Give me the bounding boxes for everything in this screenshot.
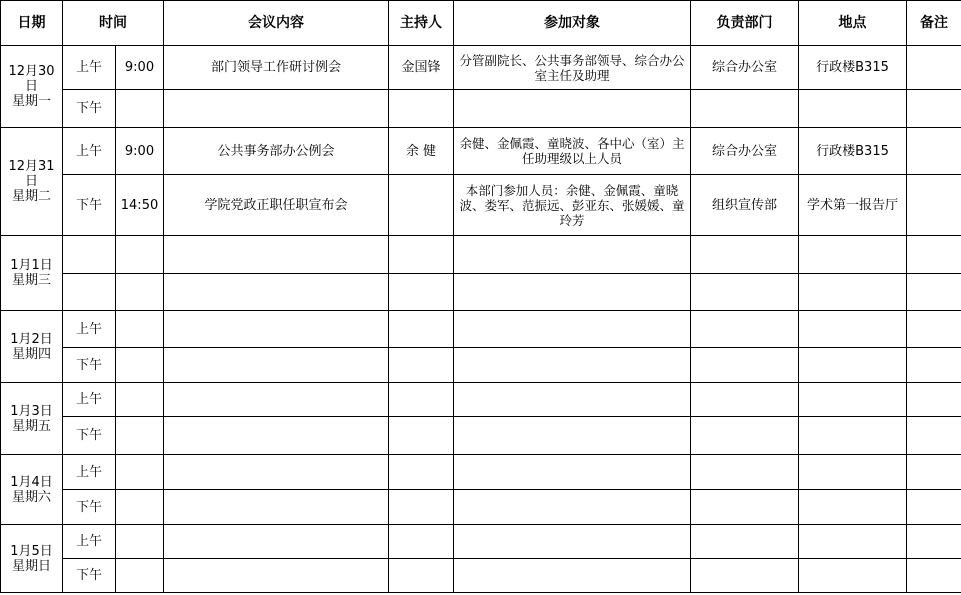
dept-cell	[691, 490, 799, 525]
host-cell	[389, 559, 454, 593]
table-row	[1, 490, 961, 525]
host-cell	[389, 417, 454, 455]
location-cell	[799, 455, 907, 490]
header-time: 时间	[63, 1, 164, 46]
remarks-cell	[907, 90, 961, 128]
time-cell: 9:00	[116, 46, 164, 90]
remarks-cell	[907, 559, 961, 593]
day-date: 1月4日	[10, 474, 53, 490]
day-date: 12月31日	[8, 159, 55, 189]
header-remarks: 备注	[907, 1, 961, 46]
period-cell: 上午	[63, 311, 116, 348]
dept-cell: 综合办公室	[691, 128, 799, 175]
table-row	[1, 559, 961, 593]
time-cell	[116, 383, 164, 417]
location-cell: 行政楼B315	[799, 46, 907, 90]
table-row	[1, 236, 961, 274]
time-cell	[116, 455, 164, 490]
attendees-cell	[454, 348, 691, 383]
time-cell	[116, 490, 164, 525]
header-attendees: 参加对象	[454, 1, 691, 46]
day-date: 1月3日	[10, 403, 53, 419]
period-cell	[63, 274, 116, 311]
remarks-cell	[907, 236, 961, 274]
content-cell: 部门领导工作研讨例会	[164, 46, 389, 90]
day-cell	[1, 128, 63, 236]
dept-cell	[691, 417, 799, 455]
location-cell	[799, 417, 907, 455]
time-cell: 14:50	[116, 175, 164, 236]
dept-cell: 综合办公室	[691, 46, 799, 90]
period-cell: 下午	[63, 175, 116, 236]
day-date: 1月5日	[10, 543, 53, 559]
time-cell	[116, 274, 164, 311]
location-cell	[799, 525, 907, 559]
attendees-cell	[454, 559, 691, 593]
attendees-cell	[454, 490, 691, 525]
attendees-cell	[454, 311, 691, 348]
dept-cell	[691, 383, 799, 417]
host-cell: 余 健	[389, 128, 454, 175]
time-cell	[116, 559, 164, 593]
attendees-cell	[454, 417, 691, 455]
remarks-cell	[907, 175, 961, 236]
location-cell	[799, 348, 907, 383]
time-cell	[116, 525, 164, 559]
host-cell	[389, 236, 454, 274]
period-cell: 上午	[63, 383, 116, 417]
day-cell	[1, 46, 63, 128]
host-cell	[389, 525, 454, 559]
time-cell: 9:00	[116, 128, 164, 175]
table-row	[1, 525, 961, 559]
attendees-cell: 分管副院长、公共事务部领导、综合办公室主任及助理	[454, 46, 691, 90]
table-row	[1, 90, 961, 128]
table-row	[1, 455, 961, 490]
period-cell: 上午	[63, 455, 116, 490]
remarks-cell	[907, 128, 961, 175]
location-cell	[799, 490, 907, 525]
period-cell: 上午	[63, 525, 116, 559]
time-cell	[116, 348, 164, 383]
table-row	[1, 46, 961, 90]
day-cell	[1, 455, 63, 525]
host-cell	[389, 175, 454, 236]
period-cell	[63, 236, 116, 274]
table-row	[1, 175, 961, 236]
location-cell	[799, 311, 907, 348]
header-row	[1, 1, 961, 46]
day-weekday: 星期四	[11, 346, 51, 362]
day-weekday: 星期一	[11, 94, 51, 109]
time-cell	[116, 236, 164, 274]
table-row	[1, 128, 961, 175]
header-date: 日期	[1, 1, 63, 46]
content-cell	[164, 274, 389, 311]
host-cell	[389, 90, 454, 128]
day-weekday: 星期五	[11, 418, 51, 434]
attendees-cell	[454, 383, 691, 417]
remarks-cell	[907, 455, 961, 490]
remarks-cell	[907, 311, 961, 348]
host-cell: 金国锋	[389, 46, 454, 90]
host-cell	[389, 383, 454, 417]
location-cell	[799, 90, 907, 128]
period-cell: 上午	[63, 128, 116, 175]
remarks-cell	[907, 525, 961, 559]
attendees-cell	[454, 90, 691, 128]
location-cell	[799, 236, 907, 274]
period-cell: 下午	[63, 348, 116, 383]
header-content: 会议内容	[164, 1, 389, 46]
dept-cell	[691, 525, 799, 559]
period-cell: 下午	[63, 559, 116, 593]
content-cell	[164, 90, 389, 128]
remarks-cell	[907, 46, 961, 90]
remarks-cell	[907, 383, 961, 417]
table-row	[1, 383, 961, 417]
day-cell	[1, 525, 63, 593]
day-weekday: 星期六	[11, 489, 51, 505]
attendees-cell	[454, 236, 691, 274]
header-host: 主持人	[389, 1, 454, 46]
period-cell: 下午	[63, 90, 116, 128]
dept-cell	[691, 274, 799, 311]
host-cell	[389, 455, 454, 490]
time-cell	[116, 90, 164, 128]
table-row	[1, 274, 961, 311]
content-cell	[164, 311, 389, 348]
content-cell	[164, 490, 389, 525]
dept-cell	[691, 348, 799, 383]
remarks-cell	[907, 490, 961, 525]
host-cell	[389, 348, 454, 383]
attendees-cell	[454, 455, 691, 490]
attendees-cell: 余健、金佩霞、童晓波、各中心（室）主任助理级以上人员	[454, 128, 691, 175]
attendees-cell: 本部门参加人员：余健、金佩霞、童晓波、娄军、范振远、彭亚东、张媛媛、童玲芳	[454, 175, 691, 236]
content-cell	[164, 417, 389, 455]
time-cell	[116, 311, 164, 348]
content-cell	[164, 236, 389, 274]
content-cell: 学院党政正职任职宣布会	[164, 175, 389, 236]
location-cell: 学术第一报告厅	[799, 175, 907, 236]
day-date: 1月1日	[10, 258, 53, 273]
content-cell	[164, 525, 389, 559]
dept-cell	[691, 559, 799, 593]
day-date: 12月30日	[8, 64, 55, 94]
content-cell: 公共事务部办公例会	[164, 128, 389, 175]
content-cell	[164, 348, 389, 383]
period-cell: 下午	[63, 490, 116, 525]
day-weekday: 星期三	[11, 273, 51, 288]
host-cell	[389, 490, 454, 525]
dept-cell: 组织宣传部	[691, 175, 799, 236]
content-cell	[164, 559, 389, 593]
table-row	[1, 417, 961, 455]
location-cell	[799, 559, 907, 593]
location-cell	[799, 383, 907, 417]
remarks-cell	[907, 417, 961, 455]
day-weekday: 星期日	[11, 558, 51, 574]
attendees-cell	[454, 525, 691, 559]
header-dept: 负责部门	[691, 1, 799, 46]
table-row	[1, 348, 961, 383]
host-cell	[389, 274, 454, 311]
location-cell: 行政楼B315	[799, 128, 907, 175]
table-row	[1, 311, 961, 348]
dept-cell	[691, 90, 799, 128]
remarks-cell	[907, 274, 961, 311]
period-cell: 上午	[63, 46, 116, 90]
dept-cell	[691, 236, 799, 274]
day-cell	[1, 311, 63, 383]
day-weekday: 星期二	[11, 189, 51, 204]
day-date: 1月2日	[10, 331, 53, 347]
time-cell	[116, 417, 164, 455]
host-cell	[389, 311, 454, 348]
day-cell	[1, 383, 63, 455]
attendees-cell	[454, 274, 691, 311]
header-location: 地点	[799, 1, 907, 46]
dept-cell	[691, 455, 799, 490]
location-cell	[799, 274, 907, 311]
period-cell: 下午	[63, 417, 116, 455]
dept-cell	[691, 311, 799, 348]
content-cell	[164, 383, 389, 417]
remarks-cell	[907, 348, 961, 383]
day-cell	[1, 236, 63, 311]
content-cell	[164, 455, 389, 490]
